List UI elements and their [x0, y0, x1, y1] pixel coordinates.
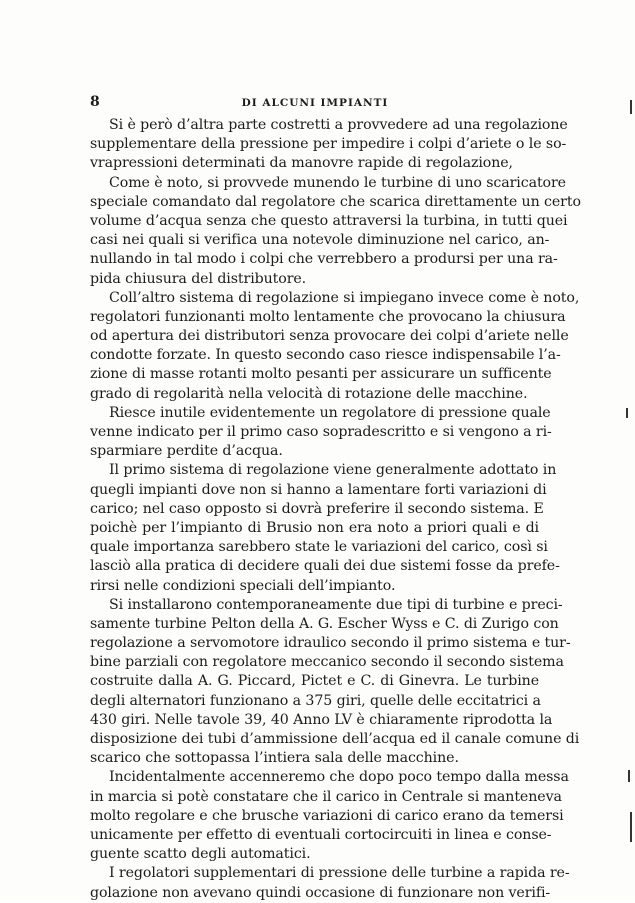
page-number: 8 [90, 94, 100, 110]
text-line: 430 giri. Nelle tavole 39, 40 Anno LV è chiaramente riprodotta la [90, 711, 553, 728]
text-line: quale importanza sarebbero state le variazioni del carico, così si [90, 539, 548, 556]
text-line: rirsi nelle condizioni speciali dell’impianto. [90, 577, 396, 594]
page-edge-mark [628, 770, 630, 782]
page-header [90, 96, 540, 112]
text-line: bine parziali con regolatore meccanico secondo il secondo sistema [90, 654, 564, 671]
page-edge-mark [626, 408, 628, 418]
text-line: nullando in tal modo i colpi che verrebbero a prodursi per una ra- [90, 251, 558, 268]
text-line: venne indicato per il primo caso sopradescritto e si vengono a ri- [90, 424, 552, 440]
text-line: Coll’altro sistema di regolazione si impiegano invece come è noto, [109, 289, 580, 306]
text-line: zione di masse rotanti molto pesanti per assicurare un sufficente [90, 366, 552, 383]
text-line: Il primo sistema di regolazione viene generalmente adottato in [109, 462, 557, 479]
text-line: guente scatto degli automatici. [90, 846, 311, 863]
text-line: unicamente per effetto di eventuali cortocircuiti in linea e conse- [90, 826, 552, 843]
page-edge-mark [630, 100, 632, 114]
text-line: regolazione a servomotore idraulico secondo il primo sistema e tur- [90, 635, 571, 652]
running-title: DI ALCUNI IMPIANTI [241, 97, 389, 109]
text-line: costruite dalla A. G. Piccard, Pictet e C. di Ginevra. Le turbine [90, 673, 539, 690]
text-line: regolatori funzionanti molto lentamente che provocano la chiusura [90, 308, 566, 325]
text-line: lasciò alla pratica di decidere quali dei due sistemi fosse da prefe- [90, 558, 560, 575]
text-line: casi nei quali si verifica una notevole diminuzione nel carico, an- [90, 232, 550, 249]
text-line: disposizione dei tubi d’ammissione dell’acqua ed il canale comune di [90, 731, 580, 747]
text-line: golazione non avevano quindi occasione di funzionare non verifi- [90, 884, 551, 901]
text-line: degli alternatori funzionano a 375 giri, quelle delle eccitatrici a [90, 692, 541, 709]
text-line: sparmiare perdite d’acqua. [90, 443, 283, 460]
text-line: scarico che sottopassa l’intiera sala delle macchine. [90, 750, 459, 767]
page-edge-mark [630, 812, 632, 842]
text-line: poichè per l’impianto di Brusio non era noto a priori quali e di [90, 519, 539, 536]
text-line: carico; nel caso opposto si dovrà preferire il secondo sistema. E [90, 500, 544, 517]
text-line: Si installarono contemporaneamente due tipi di turbine e preci- [109, 596, 563, 613]
text-line: samente turbine Pelton della A. G. Escher Wyss e C. di Zurigo con [90, 615, 559, 632]
body-text [90, 116, 581, 903]
text-line: volume d’acqua senza che questo attraversi la turbina, in tutti quei [90, 212, 568, 229]
text-line: Incidentalmente accenneremo che dopo poco tempo dalla messa [109, 769, 569, 786]
text-line: I regolatori supplementari di pressione delle turbine a rapida re- [109, 865, 570, 882]
text-line: grado di regolarità nella velocità di rotazione delle macchine. [90, 385, 528, 402]
text-line: supplementare della pressione per impedire i colpi d’ariete o le so- [90, 136, 567, 153]
text-line: quegli impianti dove non si hanno a lamentare forti variazioni di [90, 481, 547, 498]
text-line: Si è però d’altra parte costretti a provvedere ad una regolazione [109, 117, 568, 133]
text-line: condotte forzate. In questo secondo caso riesce indispensabile l’a- [90, 347, 561, 364]
text-line: speciale comandato dal regolatore che scarica direttamente un certo [90, 193, 581, 210]
text-line: Riesce inutile evidentemente un regolatore di pressione quale [109, 404, 551, 421]
text-line: pida chiusura del distributore. [90, 270, 307, 287]
text-line: molto regolare e che brusche variazioni di carico erano da temersi [90, 807, 564, 824]
text-line: in marcia si potè constatare che il carico in Centrale si manteneva [90, 788, 562, 805]
text-line: vrapressioni determinati da manovre rapide di regolazione, [90, 155, 513, 172]
text-line: od apertura dei distributori senza provocare dei colpi d’ariete nelle [90, 328, 569, 345]
text-line: Come è noto, si provvede munendo le turbine di uno scaricatore [109, 174, 566, 191]
